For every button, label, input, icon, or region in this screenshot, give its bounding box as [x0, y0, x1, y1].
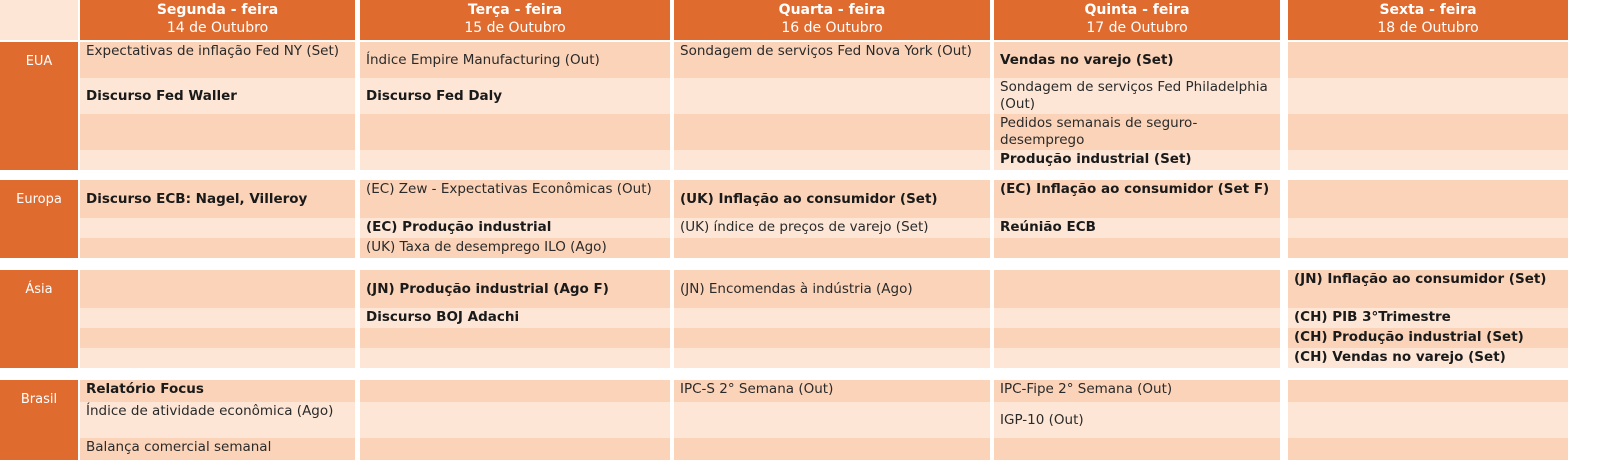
header-tuesday [360, 0, 670, 40]
day-date: 15 de Outubro [464, 20, 566, 36]
event-cell: Sondagem de serviços Fed Nova York (Out) [674, 42, 990, 78]
empty-cell [1288, 238, 1568, 258]
empty-cell [1288, 438, 1568, 460]
empty-cell [1288, 218, 1568, 238]
empty-cell [80, 308, 355, 328]
event-cell: (JN) Encomendas à indústria (Ago) [674, 270, 990, 308]
event-cell: (CH) Produção industrial (Set) [1288, 328, 1568, 348]
empty-cell [1288, 180, 1568, 218]
empty-cell [674, 114, 990, 150]
event-cell: (UK) Taxa de desemprego ILO (Ago) [360, 238, 670, 258]
event-cell: Discurso ECB: Nagel, Villeroy [80, 180, 355, 218]
empty-cell [674, 328, 990, 348]
empty-cell [1288, 150, 1568, 170]
header-wednesday [674, 0, 990, 40]
event-cell: (UK) índice de preços de varejo (Set) [674, 218, 990, 238]
empty-cell [360, 402, 670, 438]
day-name: Quinta - feira [1084, 2, 1190, 18]
event-cell: Discurso BOJ Adachi [360, 308, 670, 328]
empty-cell [80, 150, 355, 170]
empty-cell [1288, 42, 1568, 78]
empty-cell [674, 402, 990, 438]
region-europa: Europa [0, 180, 78, 258]
empty-cell [360, 380, 670, 402]
event-cell: (EC) Inflação ao consumidor (Set F) [994, 180, 1280, 218]
event-cell: Sondagem de serviços Fed Philadelphia (Out) [994, 78, 1280, 114]
event-cell: Pedidos semanais de seguro-desemprego [994, 114, 1280, 150]
empty-cell [994, 238, 1280, 258]
empty-cell [994, 328, 1280, 348]
empty-cell [1288, 114, 1568, 150]
day-name: Sexta - feira [1379, 2, 1477, 18]
header-thursday [994, 0, 1280, 40]
event-cell: (JN) Produção industrial (Ago F) [360, 270, 670, 308]
empty-cell [360, 114, 670, 150]
event-cell: Índice de atividade econômica (Ago) [80, 402, 355, 438]
empty-cell [674, 348, 990, 368]
empty-cell [80, 238, 355, 258]
day-date: 14 de Outubro [166, 20, 269, 36]
empty-cell [360, 438, 670, 460]
event-cell: Relatório Focus [80, 380, 355, 402]
event-cell: (CH) Vendas no varejo (Set) [1288, 348, 1568, 368]
event-cell: Discurso Fed Waller [80, 78, 355, 114]
empty-cell [674, 150, 990, 170]
event-cell: (CH) PIB 3°Trimestre [1288, 308, 1568, 328]
empty-cell [80, 270, 355, 308]
empty-cell [80, 114, 355, 150]
empty-cell [994, 348, 1280, 368]
event-cell: IGP-10 (Out) [994, 402, 1280, 438]
empty-cell [360, 150, 670, 170]
day-name: Segunda - feira [156, 2, 279, 18]
event-cell: Expectativas de inflação Fed NY (Set) [80, 42, 355, 78]
empty-cell [80, 348, 355, 368]
event-cell: (UK) Inflação ao consumidor (Set) [674, 180, 990, 218]
empty-cell [1288, 78, 1568, 114]
day-name: Terça - feira [467, 2, 563, 18]
empty-cell [360, 328, 670, 348]
corner-cell [0, 0, 78, 40]
empty-cell [994, 270, 1280, 308]
event-cell: IPC-Fipe 2° Semana (Out) [994, 380, 1280, 402]
day-date: 17 de Outubro [1086, 20, 1188, 36]
day-name: Quarta - feira [778, 2, 886, 18]
region-brasil: Brasil [0, 380, 78, 460]
empty-cell [674, 438, 990, 460]
event-cell: Discurso Fed Daly [360, 78, 670, 114]
region-eua: EUA [0, 42, 78, 170]
day-date: 16 de Outubro [781, 20, 883, 36]
empty-cell [1288, 380, 1568, 402]
event-cell: Produção industrial (Set) [994, 150, 1280, 170]
empty-cell [80, 328, 355, 348]
header-friday [1288, 0, 1568, 40]
event-cell: Vendas no varejo (Set) [994, 42, 1280, 78]
empty-cell [994, 308, 1280, 328]
day-date: 18 de Outubro [1377, 20, 1479, 36]
region-asia: Ásia [0, 270, 78, 368]
event-cell: Índice Empire Manufacturing (Out) [360, 42, 670, 78]
event-cell: Balança comercial semanal [80, 438, 355, 460]
empty-cell [994, 438, 1280, 460]
empty-cell [674, 78, 990, 114]
event-cell: IPC-S 2° Semana (Out) [674, 380, 990, 402]
event-cell: (EC) Produção industrial [360, 218, 670, 238]
empty-cell [80, 218, 355, 238]
event-cell: Reúnião ECB [994, 218, 1280, 238]
empty-cell [360, 348, 670, 368]
empty-cell [674, 238, 990, 258]
empty-cell [674, 308, 990, 328]
empty-cell [1288, 402, 1568, 438]
event-cell: (JN) Inflação ao consumidor (Set) [1288, 270, 1568, 308]
header-monday [80, 0, 355, 40]
event-cell: (EC) Zew - Expectativas Econômicas (Out) [360, 180, 670, 218]
